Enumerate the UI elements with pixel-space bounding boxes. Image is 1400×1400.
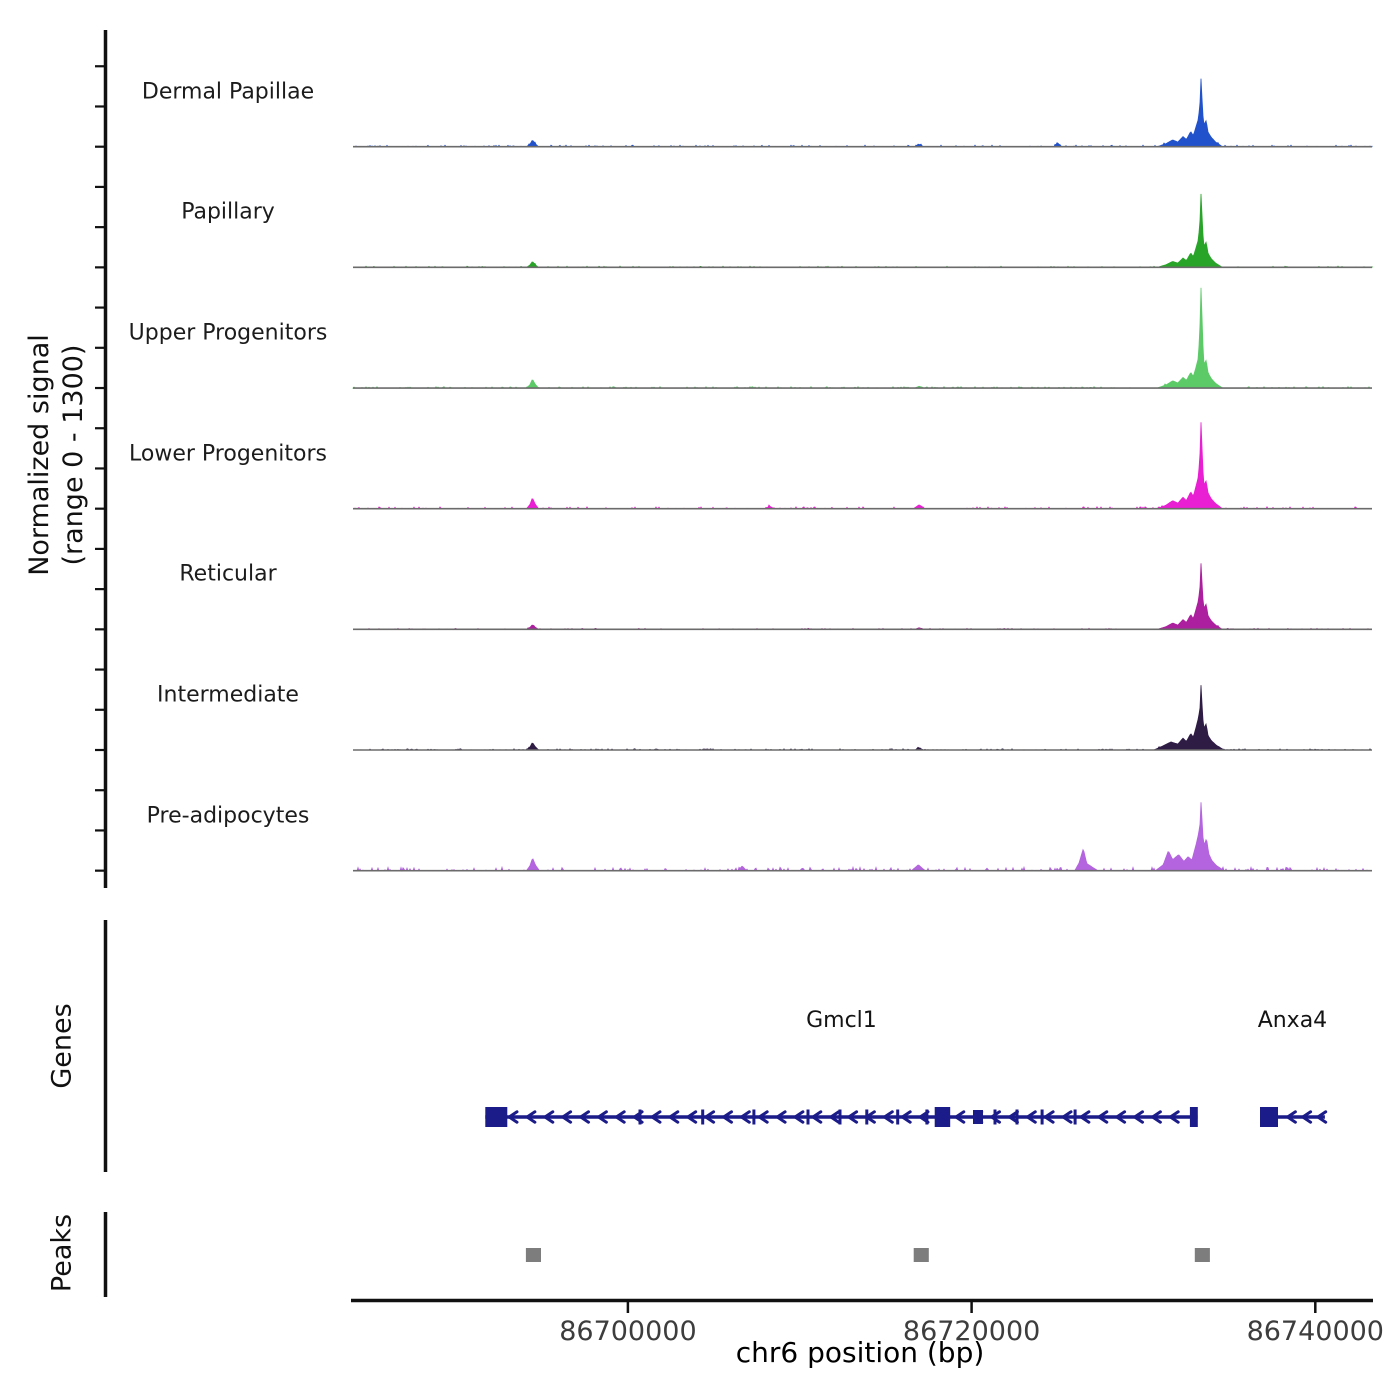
- gene-name-anxa4: Anxa4: [1257, 1008, 1328, 1033]
- peaks-section-label: Peaks: [46, 1213, 78, 1293]
- gene-model-gmcl1: [485, 1107, 1198, 1127]
- peak-box: [1195, 1248, 1210, 1262]
- exon-tick: [896, 1110, 899, 1125]
- track-label-pre-adipocytes: Pre-adipocytes: [146, 803, 310, 829]
- signal-area-reticular: [353, 563, 1372, 629]
- y-axis-label-line2: (range 0 - 1300): [58, 344, 89, 566]
- peak-box: [526, 1248, 541, 1262]
- track-label-dermal-papillae: Dermal Papillae: [141, 79, 315, 105]
- exon-tick: [1041, 1110, 1044, 1125]
- y-axis-label: [23, 334, 91, 576]
- exon-box: [485, 1107, 507, 1127]
- signal-area-pre-adipocytes: [353, 802, 1372, 870]
- track-label-lower-progenitors: Lower Progenitors: [129, 441, 327, 467]
- exon-box: [1260, 1107, 1278, 1127]
- track-label-papillary: Papillary: [181, 199, 275, 225]
- genes-section-label: Genes: [46, 1003, 78, 1089]
- x-tick-label: 86700000: [559, 1316, 697, 1347]
- signal-area-dermal-papillae: [353, 79, 1372, 147]
- signal-area-papillary: [353, 194, 1372, 267]
- exon-box: [1190, 1107, 1198, 1127]
- track-label-intermediate: Intermediate: [157, 682, 299, 708]
- exon-tick: [1074, 1110, 1077, 1125]
- signal-area-intermediate: [353, 685, 1372, 750]
- track-label-upper-progenitors: Upper Progenitors: [128, 320, 328, 346]
- signal-area-lower-progenitors: [353, 422, 1372, 508]
- x-tick-label: 86720000: [902, 1316, 1041, 1347]
- gene-name-gmcl1: Gmcl1: [806, 1008, 877, 1033]
- x-tick-label: 86740000: [1246, 1316, 1384, 1347]
- track-label-reticular: Reticular: [179, 561, 277, 587]
- exon-tick: [752, 1110, 755, 1125]
- exon-tick: [701, 1110, 704, 1125]
- x-axis-title: chr6 position (bp): [735, 1336, 985, 1369]
- peak-box: [914, 1248, 929, 1262]
- exon-tick: [807, 1110, 810, 1125]
- signal-area-upper-progenitors: [353, 288, 1372, 388]
- gene-model-anxa4: [1260, 1107, 1326, 1127]
- y-axis-label-line1: Normalized signal: [24, 334, 55, 576]
